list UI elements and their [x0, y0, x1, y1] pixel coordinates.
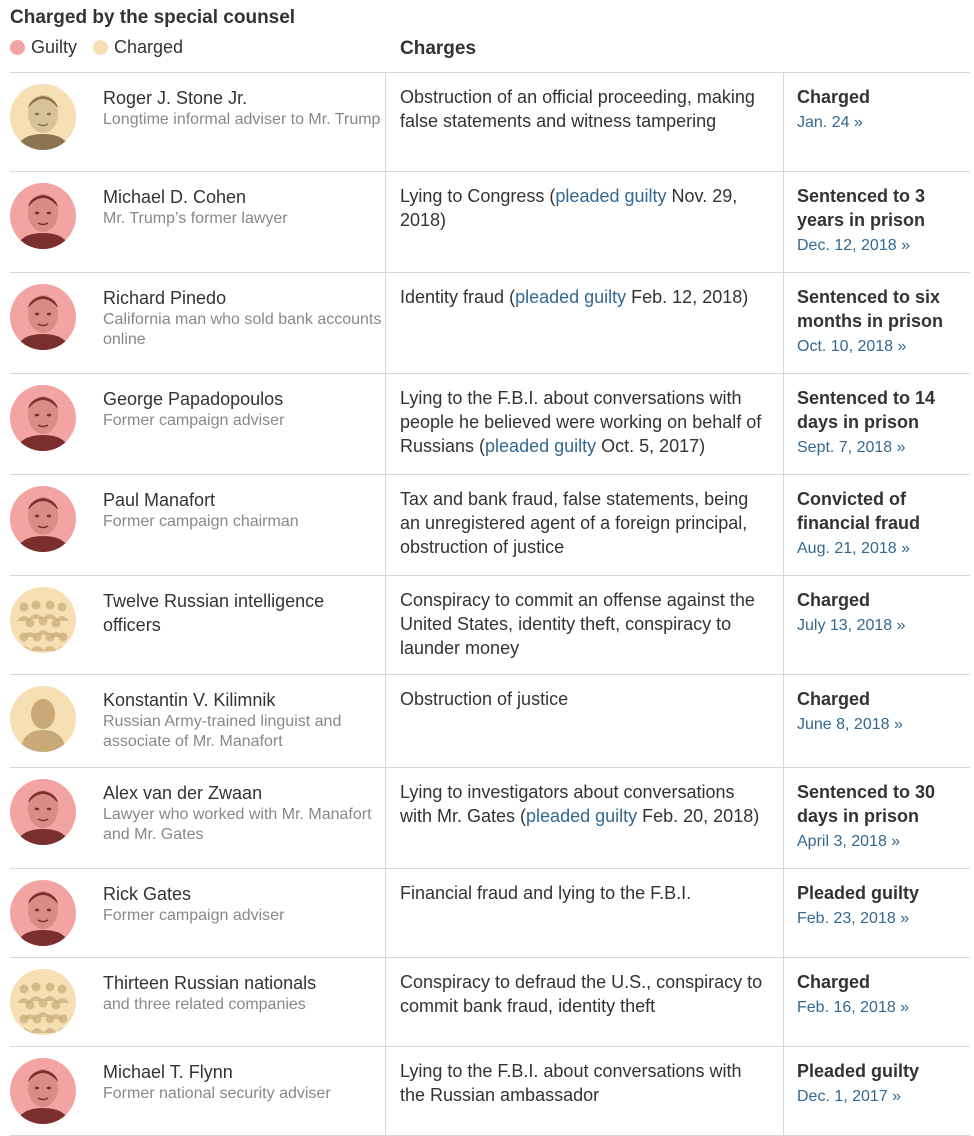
- person-cell: [10, 869, 386, 957]
- person-description: Former campaign adviser: [103, 412, 285, 429]
- person-description: Lawyer who worked with Mr. Manafort and Mr. Gates: [103, 806, 372, 843]
- person-name: Rick Gates: [103, 884, 192, 904]
- charges-table: [10, 72, 970, 1136]
- charges-cell: [386, 869, 784, 957]
- legend-item-guilty: [10, 37, 77, 58]
- person-description: Former national security adviser: [103, 1085, 331, 1102]
- person-cell: [10, 273, 386, 373]
- charge-text-after: Oct. 5, 2017): [596, 436, 706, 456]
- person-cell: [10, 73, 386, 171]
- legend-label-charged: Charged: [114, 37, 184, 57]
- charges-cell: [386, 172, 784, 272]
- person-cell: [10, 172, 386, 272]
- person-info: [103, 84, 380, 171]
- status-text: Convicted of financial fraud: [797, 489, 921, 533]
- person-name: Konstantin V. Kilimnik: [103, 690, 276, 710]
- person-name: Richard Pinedo: [103, 288, 227, 308]
- legend-item-charged: [93, 37, 183, 58]
- person-cell: [10, 675, 386, 767]
- status-cell: [784, 675, 970, 767]
- status-date-link[interactable]: Sept. 7, 2018 »: [797, 439, 906, 456]
- silhouette-icon: [10, 686, 76, 752]
- status-date-link[interactable]: Oct. 10, 2018 »: [797, 338, 907, 355]
- avatar: [10, 284, 76, 350]
- person-info: [103, 1058, 331, 1135]
- person-cell: [10, 1047, 386, 1135]
- status-text: Charged: [797, 590, 871, 610]
- status-date-link[interactable]: Feb. 23, 2018 »: [797, 910, 910, 927]
- charge-text: Lying to investigators about conversations with Mr. Gates (: [400, 782, 735, 826]
- status-date-link[interactable]: June 8, 2018 »: [797, 716, 903, 733]
- pleaded-guilty-link[interactable]: pleaded guilty: [515, 287, 627, 307]
- status-text: Pleaded guilty: [797, 883, 920, 903]
- chart-title: Charged by the special counsel: [10, 7, 296, 28]
- charges-cell: [386, 768, 784, 868]
- pleaded-guilty-link[interactable]: pleaded guilty: [485, 436, 597, 456]
- charges-cell: [386, 273, 784, 373]
- charge-text: Obstruction of justice: [400, 689, 569, 709]
- person-info: [103, 587, 385, 674]
- charges-cell: [386, 675, 784, 767]
- status-cell: [784, 475, 970, 575]
- status-date-link[interactable]: April 3, 2018 »: [797, 833, 901, 850]
- charge-text: Lying to Congress (: [400, 186, 556, 206]
- avatar: [10, 84, 76, 150]
- person-name: Paul Manafort: [103, 490, 216, 510]
- charges-cell: [386, 73, 784, 171]
- status-date-link[interactable]: Dec. 12, 2018 »: [797, 237, 910, 254]
- avatar: [10, 486, 76, 552]
- legend: [10, 37, 199, 58]
- person-info: [103, 880, 284, 957]
- person-name: Michael T. Flynn: [103, 1062, 233, 1082]
- status-cell: [784, 958, 970, 1046]
- status-cell: [784, 576, 970, 674]
- status-cell: [784, 768, 970, 868]
- pleaded-guilty-link[interactable]: pleaded guilty: [526, 806, 638, 826]
- charge-text: Financial fraud and lying to the F.B.I.: [400, 883, 692, 903]
- table-row: [10, 675, 970, 768]
- status-text: Pleaded guilty: [797, 1061, 920, 1081]
- person-description: Former campaign adviser: [103, 907, 285, 924]
- charge-text: Lying to the F.B.I. about conversations with people he believed were working on behalf of Russians (: [400, 388, 762, 456]
- charge-text: Tax and bank fraud, false statements, being an unregistered agent of a foreign principal, obstruction of justice: [400, 489, 749, 557]
- person-info: [103, 385, 284, 474]
- table-row: [10, 172, 970, 273]
- person-cell: [10, 475, 386, 575]
- person-name: Thirteen Russian nationals: [103, 973, 317, 993]
- table-row: [10, 958, 970, 1047]
- avatar: [10, 779, 76, 845]
- person-cell: [10, 768, 386, 868]
- person-info: [103, 284, 385, 373]
- person-description: California man who sold bank accounts online: [103, 311, 382, 348]
- status-text: Sentenced to 14 days in prison: [797, 388, 936, 432]
- table-row: [10, 374, 970, 475]
- charges-cell: [386, 374, 784, 474]
- table-row: [10, 576, 970, 675]
- table-row: [10, 73, 970, 172]
- charge-text-after: Feb. 12, 2018): [626, 287, 749, 307]
- status-text: Charged: [797, 972, 871, 992]
- charges-cell: [386, 576, 784, 674]
- charges-column-heading: Charges: [400, 38, 477, 59]
- status-cell: [784, 73, 970, 171]
- person-name: Alex van der Zwaan: [103, 783, 263, 803]
- guilty-dot-icon: [10, 40, 25, 55]
- charge-text: Conspiracy to commit an offense against the United States, identity theft, conspiracy to launder money: [400, 590, 755, 658]
- legend-label-guilty: Guilty: [31, 37, 78, 57]
- charge-text-after: Feb. 20, 2018): [637, 806, 760, 826]
- group-icon: [10, 587, 76, 653]
- person-name: Roger J. Stone Jr.: [103, 88, 248, 108]
- person-name: Michael D. Cohen: [103, 187, 247, 207]
- person-cell: [10, 958, 386, 1046]
- pleaded-guilty-link[interactable]: pleaded guilty: [555, 186, 667, 206]
- status-date-link[interactable]: Feb. 16, 2018 »: [797, 999, 910, 1016]
- person-description: and three related companies: [103, 996, 306, 1013]
- status-text: Sentenced to six months in prison: [797, 287, 943, 331]
- avatar: [10, 183, 76, 249]
- person-name: George Papadopoulos: [103, 389, 284, 409]
- person-description: Russian Army-trained linguist and associate of Mr. Manafort: [103, 713, 342, 750]
- charge-text: Obstruction of an official proceeding, making false statements and witness tampering: [400, 87, 755, 131]
- person-cell: [10, 576, 386, 674]
- person-info: [103, 779, 385, 868]
- charge-text: Conspiracy to defraud the U.S., conspiracy to commit bank fraud, identity theft: [400, 972, 763, 1016]
- charge-text-after: Nov. 29, 2018): [400, 186, 738, 230]
- person-info: [103, 969, 316, 1046]
- person-cell: [10, 374, 386, 474]
- status-date-link[interactable]: Dec. 1, 2017 »: [797, 1088, 902, 1105]
- status-cell: [784, 869, 970, 957]
- status-cell: [784, 172, 970, 272]
- table-row: [10, 869, 970, 958]
- charge-text: Identity fraud (: [400, 287, 516, 307]
- status-cell: [784, 374, 970, 474]
- avatar: [10, 385, 76, 451]
- person-info: [103, 686, 385, 767]
- person-description: Mr. Trump’s former lawyer: [103, 210, 288, 227]
- person-info: [103, 486, 299, 575]
- charges-cell: [386, 958, 784, 1046]
- person-info: [103, 183, 288, 272]
- person-description: Longtime informal adviser to Mr. Trump: [103, 111, 381, 128]
- charge-text: Lying to the F.B.I. about conversations with the Russian ambassador: [400, 1061, 742, 1105]
- charges-cell: [386, 1047, 784, 1135]
- status-cell: [784, 1047, 970, 1135]
- status-text: Charged: [797, 689, 871, 709]
- table-row: [10, 475, 970, 576]
- person-name: Twelve Russian intelligence officers: [103, 591, 325, 635]
- group-icon: [10, 969, 76, 1035]
- status-text: Sentenced to 3 years in prison: [797, 186, 926, 230]
- table-row: [10, 1047, 970, 1136]
- status-date-link[interactable]: July 13, 2018 »: [797, 617, 906, 634]
- charged-dot-icon: [93, 40, 108, 55]
- charges-cell: [386, 475, 784, 575]
- status-date-link[interactable]: Aug. 21, 2018 »: [797, 540, 910, 557]
- status-cell: [784, 273, 970, 373]
- avatar: [10, 1058, 76, 1124]
- person-description: Former campaign chairman: [103, 513, 299, 530]
- status-text: Charged: [797, 87, 871, 107]
- table-row: [10, 273, 970, 374]
- avatar: [10, 880, 76, 946]
- status-text: Sentenced to 30 days in prison: [797, 782, 936, 826]
- table-row: [10, 768, 970, 869]
- status-date-link[interactable]: Jan. 24 »: [797, 114, 863, 131]
